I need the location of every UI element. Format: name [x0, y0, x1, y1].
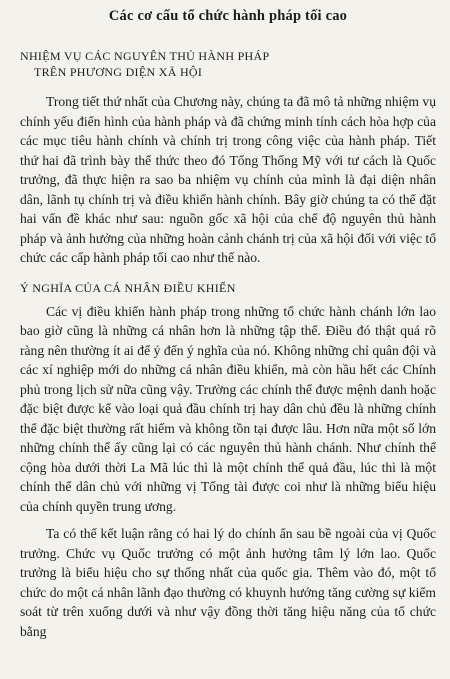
paragraph-intro: Trong tiết thứ nhất của Chương này, chúng ta đã mô tả những nhiệm vụ chính yếu điển hình của hành pháp và đã chứng minh tính cách hòa hợp của các mục tiêu hành chính và chính trị trong công việc của hành pháp. Tiết thứ hai đã trình bày thể thức theo đó Tổng Thống Mỹ với tư cách là Quốc trưởng, đã thực hiện ra sao ba nhiệm vụ chính của mình là đại diện nhân dân, lãnh tụ chính trị và điều khiển hành chính. Bây giờ chúng ta có thể đặt hai vấn đề khác như sau: nguồn gốc xã hội của chế độ nguyên thủ hành pháp và ảnh hưởng của những hoàn cảnh chánh trị của xã hội đối với việc tổ chức các cấp hành pháp tối cao như thế nào.: [20, 94, 436, 265]
paragraph-conclusion: Ta có thể kết luận rằng có hai lý do chính ẩn sau bề ngoài của vị Quốc trưởng. Chức vụ Quốc trưởng có một ảnh hưởng tâm lý lớn lao. Quốc trưởng là biểu hiệu cho sự thống nhất của quốc gia. Thêm vào đó, một tổ chức do một cá nhân lãnh đạo thường có khuynh hướng tăng cường sự kiểm soát từ trên xuống dưới và như vậy đồng thời tăng hiệu năng của tổ chức bằng: [20, 526, 436, 639]
section-heading-individual-leadership: Ý NGHĨA CỦA CÁ NHÂN ĐIỀU KHIỂN: [20, 280, 236, 295]
section-heading-social-duties: [20, 48, 436, 80]
paragraph-leadership: Các vị điều khiển hành pháp trong những tổ chức hành chánh lớn lao bao giờ cũng là những cá nhân hơn là những tập thể. Điều đó thật quá rõ ràng nên thường ít ai để ý đến ý nghĩa của nó. Không những chỉ quân đội và các xí nghiệp mới do những cá nhân điều khiển, mà còn hầu hết các Chính phủ trong lịch sử nữa cũng vậy. Trường các chính thể được mệnh danh hoặc đặc biệt được kể vào loại quả đầu chính trị hay dân chủ đều là những chính thể đặc biệt thường rất hiếm và không tồn tại được lâu. Hơn nữa một số lớn những chính thể ấy cũng lại có các nguyên thủ hành chánh. Như chính thể cộng hòa dưới thời La Mã lúc thì là một chính thể quả đầu, lúc thì là một chính thể dân chủ với những vị Tổng tài được coi như là những biểu hiệu của chính quyền trung ương.: [20, 303, 436, 514]
section-heading-line-2: TRÊN PHƯƠNG DIỆN XÃ HỘI: [34, 65, 203, 79]
section-heading-line-1: NHIỆM VỤ CÁC NGUYÊN THỦ HÀNH PHÁP: [20, 49, 270, 63]
running-title: Các cơ cấu tổ chức hành pháp tối cao: [108, 8, 348, 24]
